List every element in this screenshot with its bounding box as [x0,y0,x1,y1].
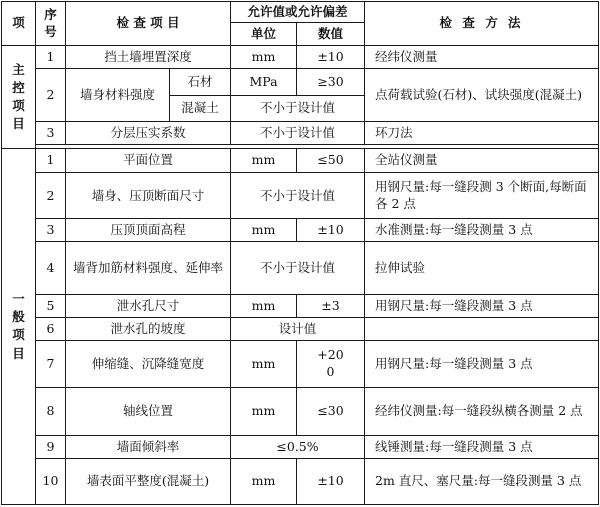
group-general-char-4: 目 [12,345,25,361]
method-cell: 点荷载试验(石材)、试块强度(混凝土) [365,69,599,121]
check-item-cell: 挡土墙埋置深度 [66,46,231,69]
value-cell: ≤50 [297,148,365,172]
group-label-main [2,46,36,149]
group-general-char-2: 般 [12,309,25,325]
value-cell: ≤0.5% [231,435,365,458]
unit-cell: mm [231,46,297,69]
value-cell [297,341,365,388]
check-item-cell: 墙表面平整度(混凝土) [66,458,231,504]
method-cell: 环刀法 [365,121,599,144]
group-main-char-3: 项 [12,98,25,114]
general-row-10 [2,458,599,504]
seq-cell: 9 [36,435,66,458]
check-item-cell: 墙身、压顶断面尺寸 [66,173,231,219]
check-item-cell: 伸缩缝、沉降缝宽度 [66,341,231,388]
value-cell: 不小于设计值 [231,242,365,295]
check-item-cell: 分层压实系数 [66,121,231,144]
group-main-char-1: 主 [12,61,25,77]
check-item-cell: 压顶顶面高程 [66,219,231,242]
seq-cell: 1 [36,46,66,69]
header-item: 项 [2,2,36,46]
group-main-char-4: 目 [12,116,25,132]
method-cell: 用钢尺量:每一缝段测量 3 点 [365,294,599,317]
general-row-8 [2,388,599,435]
unit-cell: MPa [231,69,297,96]
method-cell: 全站仪测量 [365,148,599,172]
seq-cell: 5 [36,294,66,317]
header-method: 检 查 方 法 [365,2,599,46]
group-general-char-3: 项 [12,327,25,343]
group-label-general [2,148,36,504]
seq-cell: 2 [36,69,66,121]
general-row-7 [2,341,599,388]
value-cell: ≤30 [297,388,365,435]
check-item-cell: 平面位置 [66,148,231,172]
header-tolerance: 允许值或允许偏差 [231,2,365,23]
header-seq: 序号 [36,2,66,46]
seq-cell: 7 [36,341,66,388]
method-cell: 水准测量:每一缝段测量 3 点 [365,219,599,242]
value-cell: 不小于设计值 [231,121,365,144]
method-cell: 拉伸试验 [365,242,599,295]
general-row-4 [2,242,599,295]
seq-cell: 1 [36,148,66,172]
value-text: +20 0 [317,347,344,380]
seq-cell: 2 [36,173,66,219]
check-item-cell: 泄水孔的坡度 [66,317,231,340]
general-row-5 [2,294,599,317]
unit-cell: mm [231,388,297,435]
general-row-6 [2,317,599,340]
method-cell [365,317,599,340]
check-item-cell: 墙身材料强度 [66,69,170,121]
seq-cell: 8 [36,388,66,435]
seq-cell: 6 [36,317,66,340]
seq-cell: 3 [36,219,66,242]
main-row-1 [2,46,599,69]
sub-item-cell: 混凝土 [170,96,231,121]
general-row-2 [2,173,599,219]
unit-cell: mm [231,148,297,172]
general-row-1 [2,148,599,172]
main-row-3 [2,121,599,144]
general-row-3 [2,219,599,242]
seq-cell: 3 [36,121,66,144]
group-main-char-2: 控 [12,79,25,95]
method-cell: 线锤测量:每一缝段测量 3 点 [365,435,599,458]
header-value: 数值 [297,23,365,46]
inspection-table [1,1,599,505]
value-cell: ±10 [297,458,365,504]
group-general-char-1: 一 [12,291,25,307]
unit-cell: mm [231,219,297,242]
value-cell: ±3 [297,294,365,317]
method-cell: 经纬仪测量:每一缝段纵横各测量 2 点 [365,388,599,435]
unit-cell: mm [231,294,297,317]
general-row-9 [2,435,599,458]
unit-cell: mm [231,458,297,504]
check-item-cell: 轴线位置 [66,388,231,435]
main-row-2a [2,69,599,96]
unit-cell: mm [231,341,297,388]
method-cell: 用钢尺量:每一缝段测 3 个断面,每断面各 2 点 [365,173,599,219]
value-cell: 不小于设计值 [231,96,365,121]
check-item-cell: 泄水孔尺寸 [66,294,231,317]
method-cell: 2m 直尺、塞尺量:每一缝段测量 3 点 [365,458,599,504]
header-unit: 单位 [231,23,297,46]
method-cell: 经纬仪测量 [365,46,599,69]
value-cell: ≥30 [297,69,365,96]
method-cell: 用钢尺量:每一缝段测量 3 点 [365,341,599,388]
check-item-cell: 墙背加筋材料强度、延伸率 [66,242,231,295]
seq-cell: 4 [36,242,66,295]
sub-item-cell: 石材 [170,69,231,96]
header-check-item: 检 查 项 目 [66,2,231,46]
value-cell: ±10 [297,46,365,69]
header-row-1 [2,2,599,23]
seq-cell: 10 [36,458,66,504]
value-cell: ±10 [297,219,365,242]
value-cell: 设计值 [231,317,365,340]
value-cell: 不小于设计值 [231,173,365,219]
check-item-cell: 墙面倾斜率 [66,435,231,458]
